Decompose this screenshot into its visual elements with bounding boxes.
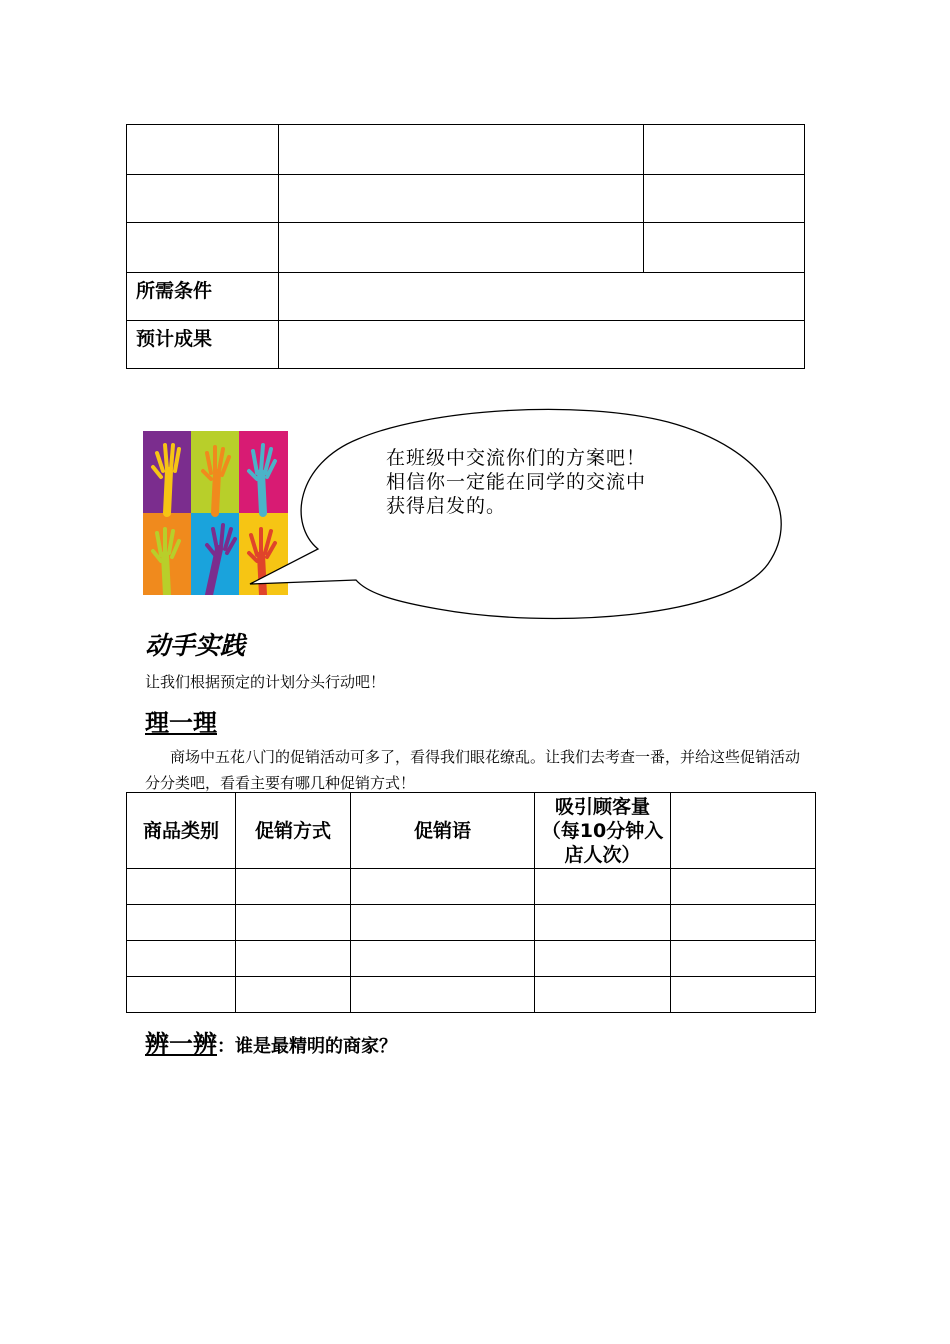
table-cell	[351, 905, 535, 941]
table-cell	[535, 941, 671, 977]
table-cell	[671, 869, 816, 905]
table-cell	[535, 905, 671, 941]
table-row	[127, 905, 816, 941]
table-cell	[127, 941, 236, 977]
table-cell	[127, 223, 279, 273]
discuss-colon: ：	[217, 1036, 235, 1057]
table-cell	[644, 125, 805, 175]
conditions-cell	[279, 273, 805, 321]
table-cell	[671, 941, 816, 977]
table-cell	[236, 869, 351, 905]
table-cell	[279, 125, 644, 175]
table-cell	[236, 977, 351, 1013]
header-extra	[671, 793, 816, 869]
table-cell	[644, 223, 805, 273]
table-cell	[351, 869, 535, 905]
table-cell	[127, 125, 279, 175]
table-header-row	[127, 793, 816, 869]
table-cell	[671, 905, 816, 941]
table-row	[127, 125, 805, 175]
table-cell	[127, 869, 236, 905]
discuss-question: 谁是最精明的商家？	[235, 1036, 397, 1057]
conditions-label: 所需条件	[127, 273, 279, 321]
table-cell	[127, 977, 236, 1013]
table-cell	[351, 941, 535, 977]
expected-result-label: 预计成果	[127, 321, 279, 369]
table-cell	[279, 175, 644, 223]
sort-heading: 理一理	[145, 708, 217, 737]
table-row	[127, 321, 805, 369]
bubble-text: 在班级中交流你们的方案吧！ 相信你一定能在同学的交流中 获得启发的。	[386, 447, 647, 517]
header-customers: 吸引顾客量（每10分钟入店人次）	[535, 793, 671, 869]
header-slogan: 促销语	[351, 793, 535, 869]
header-method: 促销方式	[236, 793, 351, 869]
table-cell	[236, 905, 351, 941]
table-row	[127, 175, 805, 223]
table-cell	[279, 223, 644, 273]
table-row	[127, 977, 816, 1013]
practice-text: 让我们根据预定的计划分头行动吧！	[145, 673, 386, 691]
table-cell	[644, 175, 805, 223]
expected-result-cell	[279, 321, 805, 369]
table-row	[127, 273, 805, 321]
table-cell	[535, 977, 671, 1013]
table-cell	[127, 175, 279, 223]
table-cell	[351, 977, 535, 1013]
table-cell	[671, 977, 816, 1013]
promotion-table	[126, 792, 816, 1013]
sort-paragraph: 商场中五花八门的促销活动可多了，看得我们眼花缭乱。让我们去考查一番，并给这些促销活动分分类吧，看看主要有哪几种促销方式！	[145, 748, 801, 792]
practice-heading: 动手实践	[145, 631, 246, 660]
plan-table	[126, 124, 805, 369]
table-cell	[535, 869, 671, 905]
table-row	[127, 869, 816, 905]
table-cell	[236, 941, 351, 977]
header-category: 商品类别	[127, 793, 236, 869]
discuss-heading: 辨一辨	[145, 1029, 217, 1058]
table-row	[127, 941, 816, 977]
table-row	[127, 223, 805, 273]
discuss-line	[145, 1024, 397, 1059]
table-cell	[127, 905, 236, 941]
